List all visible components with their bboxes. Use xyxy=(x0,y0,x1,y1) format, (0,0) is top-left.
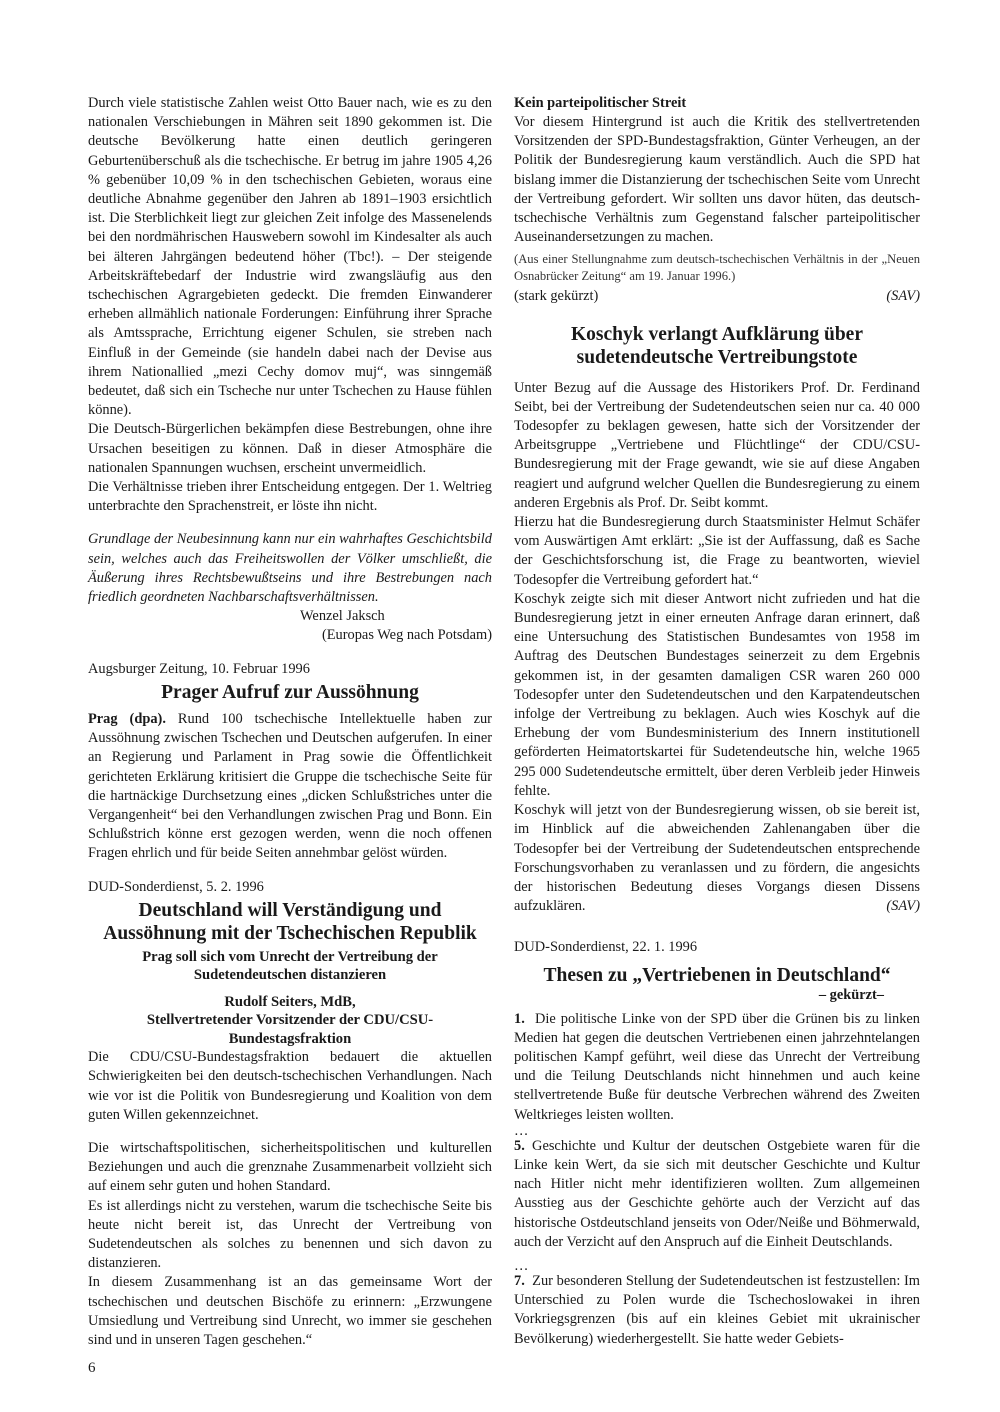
article-paragraph: Die wirtschaftspolitischen, sicherheitspolitischen und kulturellen Beziehungen und auch die grenznahe Zusammenarbeit vollzieht sich auf einem sehr guten und hohen Standard. xyxy=(88,1140,492,1195)
section-kein-streit xyxy=(514,94,920,307)
thesis-number: 7. xyxy=(514,1272,525,1289)
article-koschyk xyxy=(514,323,920,917)
thesis-text: Zur besonderen Stellung der Sudetendeutschen ist festzustellen: Im Unterschied zu Polen wurde die Tschechoslowakei in ihren Vorkriegsgrenzen (bis auf ein kleines Gebiet mit ukrainischer Bevölkerung) wiederhergestellt. Sie hatte weder Gebiets- xyxy=(514,1272,921,1347)
article-paragraph: Hierzu hat die Bundesregierung durch Staatsminister Helmut Schäfer vom Auswärtigen Amt erklärt: „Sie ist der Auffassung, daß es Sache der Geschichtsforschung ist, die Frage zu beantworten, wieviel Todesopfer die Vertreibung gefordert hat.“ xyxy=(514,514,920,588)
article-body xyxy=(88,710,492,864)
quote-text: Grundlage der Neubesinnung kann nur ein wahrhaftes Geschichtsbild sein, welches auch das Freiheitswollen der Völker umschließt, die Äußerung ihres Rechtsbewußtseins und ihre Bestrebungen nach friedlich geordneten Nachbarschaftsverhältnissen. xyxy=(88,531,492,606)
right-column xyxy=(514,94,920,1349)
abridged-note: (stark gekürzt) xyxy=(514,288,599,305)
article-author-role: Stellvertretender Vorsitzender der CDU/CSU-Bundestagsfraktion xyxy=(146,1012,434,1047)
spacer xyxy=(514,307,920,321)
quote-author: Wenzel Jaksch xyxy=(300,608,385,625)
thesis-item xyxy=(514,1010,920,1125)
article-subheadline: Prag soll sich vom Unrecht der Vertreibung der Sudetendeutschen distanzieren xyxy=(142,948,438,984)
section-body: Vor diesem Hintergrund ist auch die Kritik des stellvertretenden Vorsitzenden der SPD-Bundestagsfraktion, Günter Verheugen, an der Politik der Bundesregierung kaum verständlich. Auch die SPD hat bislang immer die Distanzierung der tschechischen Seite vom Unrecht der Vertreibung gefordert. Wir sollten uns davor hüten, das deutsch-tschechische Verhältnis zum Gegenstand falscher parteipolitischer Auseinandersetzungen zu machen. xyxy=(514,114,920,246)
article-seiters xyxy=(88,878,492,1351)
spacer xyxy=(88,985,492,993)
article-headline: Koschyk verlangt Aufklärung über sudetendeutsche Vertreibungstote xyxy=(571,323,863,368)
spacer xyxy=(88,516,492,530)
thesis-number: 1. xyxy=(514,1010,525,1027)
thesis-text: Geschichte und Kultur der deutschen Ostgebiete waren für die Linke kein Wert, da sie sich mit deutscher Geschichte und Kultur nach Hitler nicht mehr identifizieren wollten. Zum allgemeinen Ausstieg aus der Geschichte gehörte auch der Verzicht auf das historische Ostdeutschland jenseits von Oder/Neiße und Böhmerwald, auch der Verzicht auf den Anspruch auf die Einheit Deutschlands. xyxy=(514,1137,920,1250)
article-paragraph: In diesem Zusammenhang ist an das gemeinsame Wort der tschechischen und deutschen Bischöfe zu erinnern: „Erzwungene Umsiedlung und Vertreibung sind Unrecht, wo immer sie geschehen sind und in unseren Tagen geschehen.“ xyxy=(88,1274,492,1349)
section-heading: Kein parteipolitischer Streit xyxy=(514,95,687,111)
intro-paragraph: Die Verhältnisse trieben ihrer Entscheidung entgegen. Der 1. Weltrieg unterbrachte den Sprachenstreit, er löste ihn nicht. xyxy=(88,479,492,515)
article-paragraph: Unter Bezug auf die Aussage des Historikers Prof. Dr. Ferdinand Seibt, bei der Vertreibung der Sudetendeutschen seien nur ca. 40 000 Todesopfer zu beklagen gewesen, hatte sich der Vorsitzender der Arbeitsgruppe „Vertriebene und Flüchtlinge“ der CDU/CSU-Bundesregierung mit der Frage gewandt, wie sie auf diese Angaben reagiert und aufgrund welcher Quellen die Bundesregierung zu einem anderen Ergebnis als Prof. Dr. Seibt kommt. xyxy=(514,379,920,511)
article-headline: Deutschland will Verständigung und Aussöhnung mit der Tschechischen Republik xyxy=(103,899,477,944)
left-column xyxy=(88,94,492,1350)
thesis-text: Die politische Linke von der SPD über die Grünen bis zu linken Medien hat gegen die deutschen Vertriebenen einen jahrzehntelangen politischen Kampf geführt, weil diese das Unrecht der Vertreibung und die Teilung Deutschlands nicht hinnehmen und auch keine stellvertretende Buße für deutsche Verbrechen während des Zweiten Weltkrieges leisten wollten. xyxy=(514,1010,920,1123)
article-text: Koschyk will jetzt von der Bundesregierung wissen, ob sie bereit ist, im Hinblick auf die abweichenden Zahlenangaben über die Todesopfer bei der Vertreibung der Sudetendeutschen entsprechende Forschungsvorhaben zu veranlassen und zu fördern, die angesichts der historischen Bedeutung dieses Vorgangs diesen Dissens aufzuklären. xyxy=(514,802,920,915)
article-paragraph: Es ist allerdings nicht zu verstehen, warum die tschechische Seite bis heute nicht bereit ist, das Unrecht der Vertreibung von Sudetendeutschen als solches zu benennen und sich davon zu distanzieren. xyxy=(88,1197,492,1272)
article-headline: Prager Aufruf zur Aussöhnung xyxy=(161,681,419,703)
article-source: Augsburger Zeitung, 10. Februar 1996 xyxy=(88,660,310,677)
thesis-number: 5. xyxy=(514,1137,525,1154)
author-credit: (SAV) xyxy=(886,898,920,915)
article-author: Rudolf Seiters, MdB, xyxy=(224,993,356,1010)
article-headline: Thesen zu „Vertriebenen in Deutschland“ xyxy=(543,964,891,986)
thesis-item xyxy=(514,1137,920,1252)
author-credit: (SAV) xyxy=(886,288,920,305)
spacer xyxy=(514,916,920,938)
jaksch-quote xyxy=(88,530,492,645)
article-paragraph xyxy=(514,801,920,916)
article-source: DUD-Sonderdienst, 22. 1. 1996 xyxy=(514,939,698,956)
intro-paragraph: Durch viele statistische Zahlen weist Otto Bauer nach, wie es zu den nationalen Verschiebungen in Mähren seit 1890 gekommen ist. Die deutsche Bevölkerung hatte einen deutlich geringeren Geburtenüberschuß als die tschechische. Er betrug im jahre 1905 4,26 % gebenüber 10,09 % in den tschechischen Gebieten, woraus eine deutliche Abnahme gegenüber den Jahren ab 1891–1903 ersichtlich ist. Die Sterblichkeit liegt zur gleichen Zeit infolge des Massenelends bei den nordmährischen Hauswebern sowohl im Kindesalter als auch bei älteren Jahrgängen bedeutend höher (Tbc!). – Der steigende Arbeitskräftebedarf der Industrie wird zwangsläufig aus den tschechischen Agrargebieten gedeckt. Die fremden Einwanderer erheben allmählich nationale Forderungen: Einführung ihrer Sprache als Amtssprache, Errichtung eigener Schulen, sie streben nach Einfluß in der Gemeinde (sie handeln dabei nach der Devise aus ihrem Nationallied „mezi Cechy domov muj“, was sinngemäß bedeutet, daß sich ein Tscheche nur unter Tschechen zu Hause fühlen könne). xyxy=(88,95,492,419)
ellipsis: … xyxy=(514,1257,531,1274)
page-number: 6 xyxy=(88,1360,96,1376)
article-prager-aufruf xyxy=(88,660,492,864)
article-thesen xyxy=(514,938,920,1348)
thesis-item xyxy=(514,1272,920,1349)
intro-paragraph: Die Deutsch-Bürgerlichen bekämpfen diese Bestrebungen, ohne ihre Ursachen beseitigen zu können. Daß in dieser Atmosphäre die nationalen Spannungen wuchsen, erscheint unvermeidlich. xyxy=(88,421,492,476)
quote-work: (Europas Weg nach Potsdam) xyxy=(321,627,492,644)
article-paragraph: Koschyk zeigte sich mit dieser Antwort nicht zufrieden und hat die Bundesregierung jetzt in einer erneuten Anfrage daran erinnert, daß eine Untersuchung des Statistischen Bundesamtes von 1958 im Auftrag des Deutschen Bundestages seinerzeit zu dem Ergebnis gekommen ist, in der gesamten damaligen CSR waren 260 000 Todesopfer unter den Sudetendeutschen und den Karpatendeutschen infolge der Vertreibung zu beklagen. Auch wies Koschyk auf die Erhebung der vom Bundesministerium des Innern institutionell geförderten Heimatortskartei für Sudetendeutsche hin, welche 1965 295 000 Sudetendeutsche ermittelt, über deren Verbleib jeder Hinweis fehlte. xyxy=(514,590,920,799)
spacer xyxy=(88,864,492,878)
spacer xyxy=(88,646,492,660)
article-dateline: Prag (dpa). xyxy=(88,710,166,727)
article-source: DUD-Sonderdienst, 5. 2. 1996 xyxy=(88,878,264,895)
abridged-note: – gekürzt– xyxy=(818,986,884,1003)
section-footer xyxy=(514,287,920,306)
section-note: (Aus einer Stellungnahme zum deutsch-tschechischen Verhältnis in der „Neuen Osnabrücker Zeitung“ am 19. Januar 1996.) xyxy=(514,252,920,284)
spacer xyxy=(88,1125,492,1139)
article-paragraph: Die CDU/CSU-Bundestagsfraktion bedauert die aktuellen Schwierigkeiten bei den deutsch-tschechischen Verhandlungen. Nach wie vor ist die Politik von Bundesregierung und Koalition von dem guten Willen gekennzeichnet. xyxy=(88,1049,492,1123)
ellipsis: … xyxy=(514,1122,531,1139)
quote-signature xyxy=(88,607,492,645)
article-text: Rund 100 tschechische Intellektuelle haben zur Aussöhnung zwischen Tschechen und Deutschen aufgerufen. In einer an Regierung und Parlament in Prag sowie die Öffentlichkeit gerichteten Erklärung kritisiert die Gruppe die tschechische Seite für die hartnäckige Durchsetzung eines „dicken Schlußstriches unter die Vergangenheit“ bei den Verhandlungen zwischen Prag und Bonn. Ein Schlußstrich könne erst gezogen werden, wenn die noch offenen Fragen ehrlich und für beide Seiten annehmbar gelöst würden. xyxy=(88,710,492,862)
